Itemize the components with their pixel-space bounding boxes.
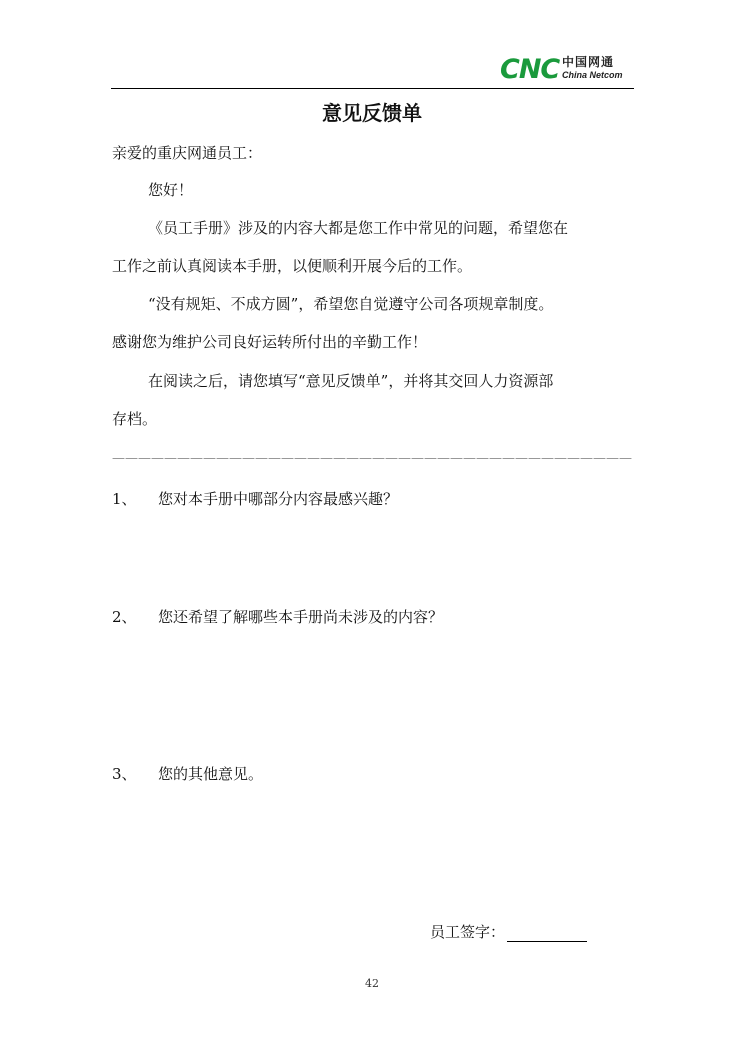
- document-title: 意见反馈单: [322, 101, 422, 125]
- question-1-text: 您对本手册中哪部分内容最感兴趣？: [158, 490, 399, 508]
- cnc-logo: [500, 55, 640, 85]
- question-3-text: 您的其他意见。: [158, 765, 264, 783]
- question-1-number: 1、: [112, 490, 137, 508]
- logo-mark: CNC: [500, 54, 560, 85]
- page-number: 42: [365, 977, 379, 990]
- paragraph-3-line-1: 在阅读之后，请您填写“意见反馈单”，并将其交回人力资源部: [148, 372, 554, 390]
- logo-chinese-text: 中国网通: [562, 55, 615, 69]
- logo-english-text: China Netcom: [562, 70, 623, 80]
- paragraph-2-line-1: “没有规矩、不成方圆”，希望您自觉遵守公司各项规章制度。: [148, 295, 554, 313]
- question-3-number: 3、: [112, 765, 137, 783]
- signature-field: [430, 922, 587, 942]
- question-2-text: 您还希望了解哪些本手册尚未涉及的内容？: [158, 608, 444, 626]
- question-3: [112, 764, 263, 784]
- signature-label: 员工签字：: [430, 923, 506, 941]
- signature-line[interactable]: [507, 923, 587, 942]
- header-rule: [111, 88, 634, 89]
- separator-rule: ————————————————————————————————————————: [112, 451, 632, 466]
- paragraph-2-line-2: 感谢您为维护公司良好运转所付出的辛勤工作！: [112, 333, 428, 351]
- paragraph-1-line-2: 工作之前认真阅读本手册，以便顺利开展今后的工作。: [112, 257, 473, 275]
- paragraph-1-line-1: 《员工手册》涉及的内容大都是您工作中常见的问题，希望您在: [148, 219, 569, 237]
- question-2-number: 2、: [112, 608, 137, 626]
- question-2: [112, 607, 443, 627]
- question-1: [112, 489, 398, 509]
- paragraph-3-line-2: 存档。: [112, 410, 158, 428]
- greeting: 亲爱的重庆网通员工：: [112, 144, 263, 162]
- hello-line: 您好！: [148, 181, 194, 199]
